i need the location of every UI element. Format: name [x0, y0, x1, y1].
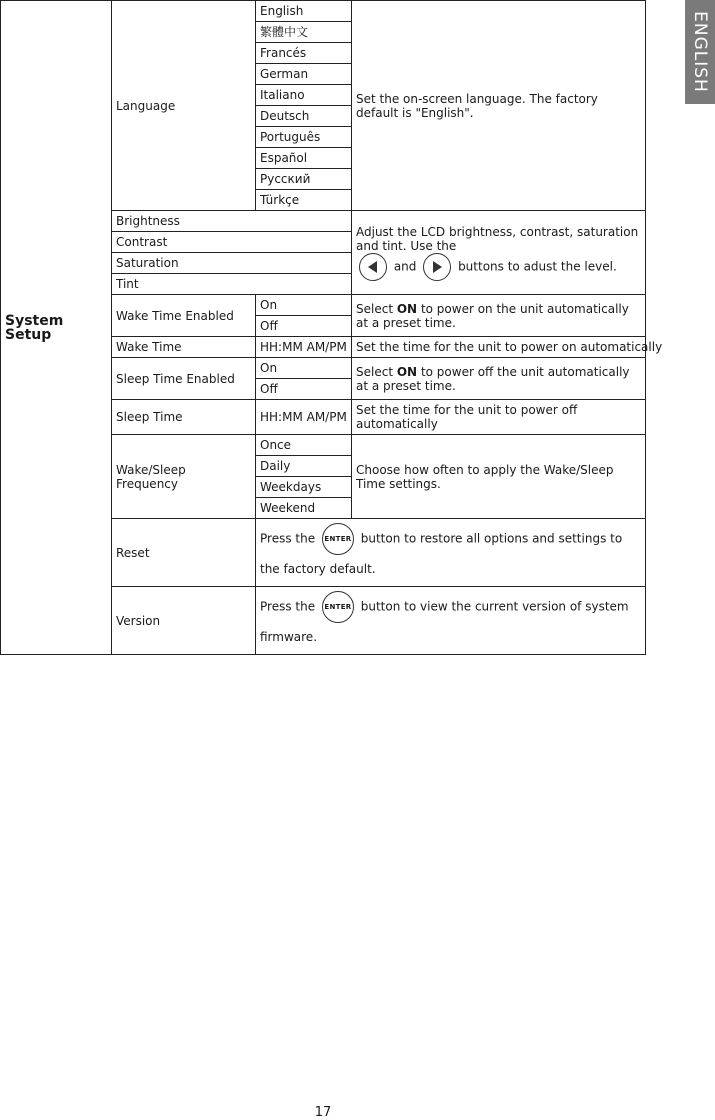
option-item: Русский	[256, 169, 352, 190]
language-side-tab	[685, 0, 715, 104]
option-item: Off	[256, 316, 352, 337]
option-item: English	[256, 1, 352, 22]
option-item: Italiano	[256, 85, 352, 106]
option-item: On	[256, 358, 352, 379]
desc-text: button to restore all options and settings to the factory default.	[260, 531, 623, 576]
setting-contrast: Contrast	[112, 232, 352, 253]
setting-brightness: Brightness	[112, 211, 352, 232]
option-item: Weekdays	[256, 477, 352, 498]
option-item: On	[256, 295, 352, 316]
picture-description	[352, 211, 646, 295]
time-format: HH:MM AM/PM	[256, 337, 352, 358]
sleep-enabled-description	[352, 358, 646, 400]
option-item: German	[256, 64, 352, 85]
picture-desc-post: buttons to adust the level.	[458, 259, 617, 273]
option-item: Español	[256, 148, 352, 169]
setting-wake-enabled: Wake Time Enabled	[112, 295, 256, 337]
left-arrow-icon	[359, 253, 387, 281]
option-item: Francés	[256, 43, 352, 64]
setting-wake-time: Wake Time	[112, 337, 256, 358]
desc-text: button to view the current version of system firmware.	[260, 599, 629, 644]
option-item: Português	[256, 127, 352, 148]
setting-frequency: Wake/Sleep Frequency	[112, 435, 256, 519]
enter-label: ENTER	[324, 534, 352, 543]
picture-desc-and: and	[393, 259, 417, 273]
setting-language: Language	[112, 1, 256, 211]
reset-description	[256, 519, 646, 587]
desc-bold: ON	[396, 364, 418, 379]
option-item: Off	[256, 379, 352, 400]
option-item: Once	[256, 435, 352, 456]
option-item: Deutsch	[256, 106, 352, 127]
enter-button-icon	[322, 523, 354, 555]
time-format: HH:MM AM/PM	[256, 400, 352, 435]
section-title: System Setup	[1, 1, 112, 655]
enter-button-icon	[322, 591, 354, 623]
desc-text: to power on the unit automatically at a preset time.	[356, 301, 629, 330]
sleep-time-description: Set the time for the unit to power off automatically	[352, 400, 646, 435]
table-row	[1, 1, 646, 22]
desc-text: Select	[356, 364, 394, 379]
option-item: Weekend	[256, 498, 352, 519]
language-description: Set the on-screen language. The factory default is "English".	[352, 1, 646, 211]
desc-text: Press the	[260, 599, 316, 613]
version-description	[256, 587, 646, 655]
setting-sleep-time: Sleep Time	[112, 400, 256, 435]
wake-enabled-description	[352, 295, 646, 337]
setting-sleep-enabled: Sleep Time Enabled	[112, 358, 256, 400]
right-arrow-icon	[423, 253, 451, 281]
option-item: 繁體中文	[256, 22, 352, 43]
page-number: 17	[314, 1105, 332, 1120]
desc-text: to power off the unit automatically at a preset time.	[356, 364, 630, 393]
option-item: Türkçe	[256, 190, 352, 211]
desc-text: Press the	[260, 531, 316, 545]
side-tab-label: ENGLISH	[690, 11, 710, 93]
setting-saturation: Saturation	[112, 253, 352, 274]
desc-text: Select	[356, 301, 394, 316]
setting-tint: Tint	[112, 274, 352, 295]
option-item: Daily	[256, 456, 352, 477]
picture-desc-pre: Adjust the LCD brightness, contrast, saturation and tint. Use the	[356, 224, 639, 253]
desc-bold: ON	[396, 301, 418, 316]
wake-time-description: Set the time for the unit to power on automatically	[352, 337, 646, 358]
enter-label: ENTER	[324, 602, 352, 611]
setting-version: Version	[112, 587, 256, 655]
setting-reset: Reset	[112, 519, 256, 587]
frequency-description: Choose how often to apply the Wake/Sleep Time settings.	[352, 435, 646, 519]
